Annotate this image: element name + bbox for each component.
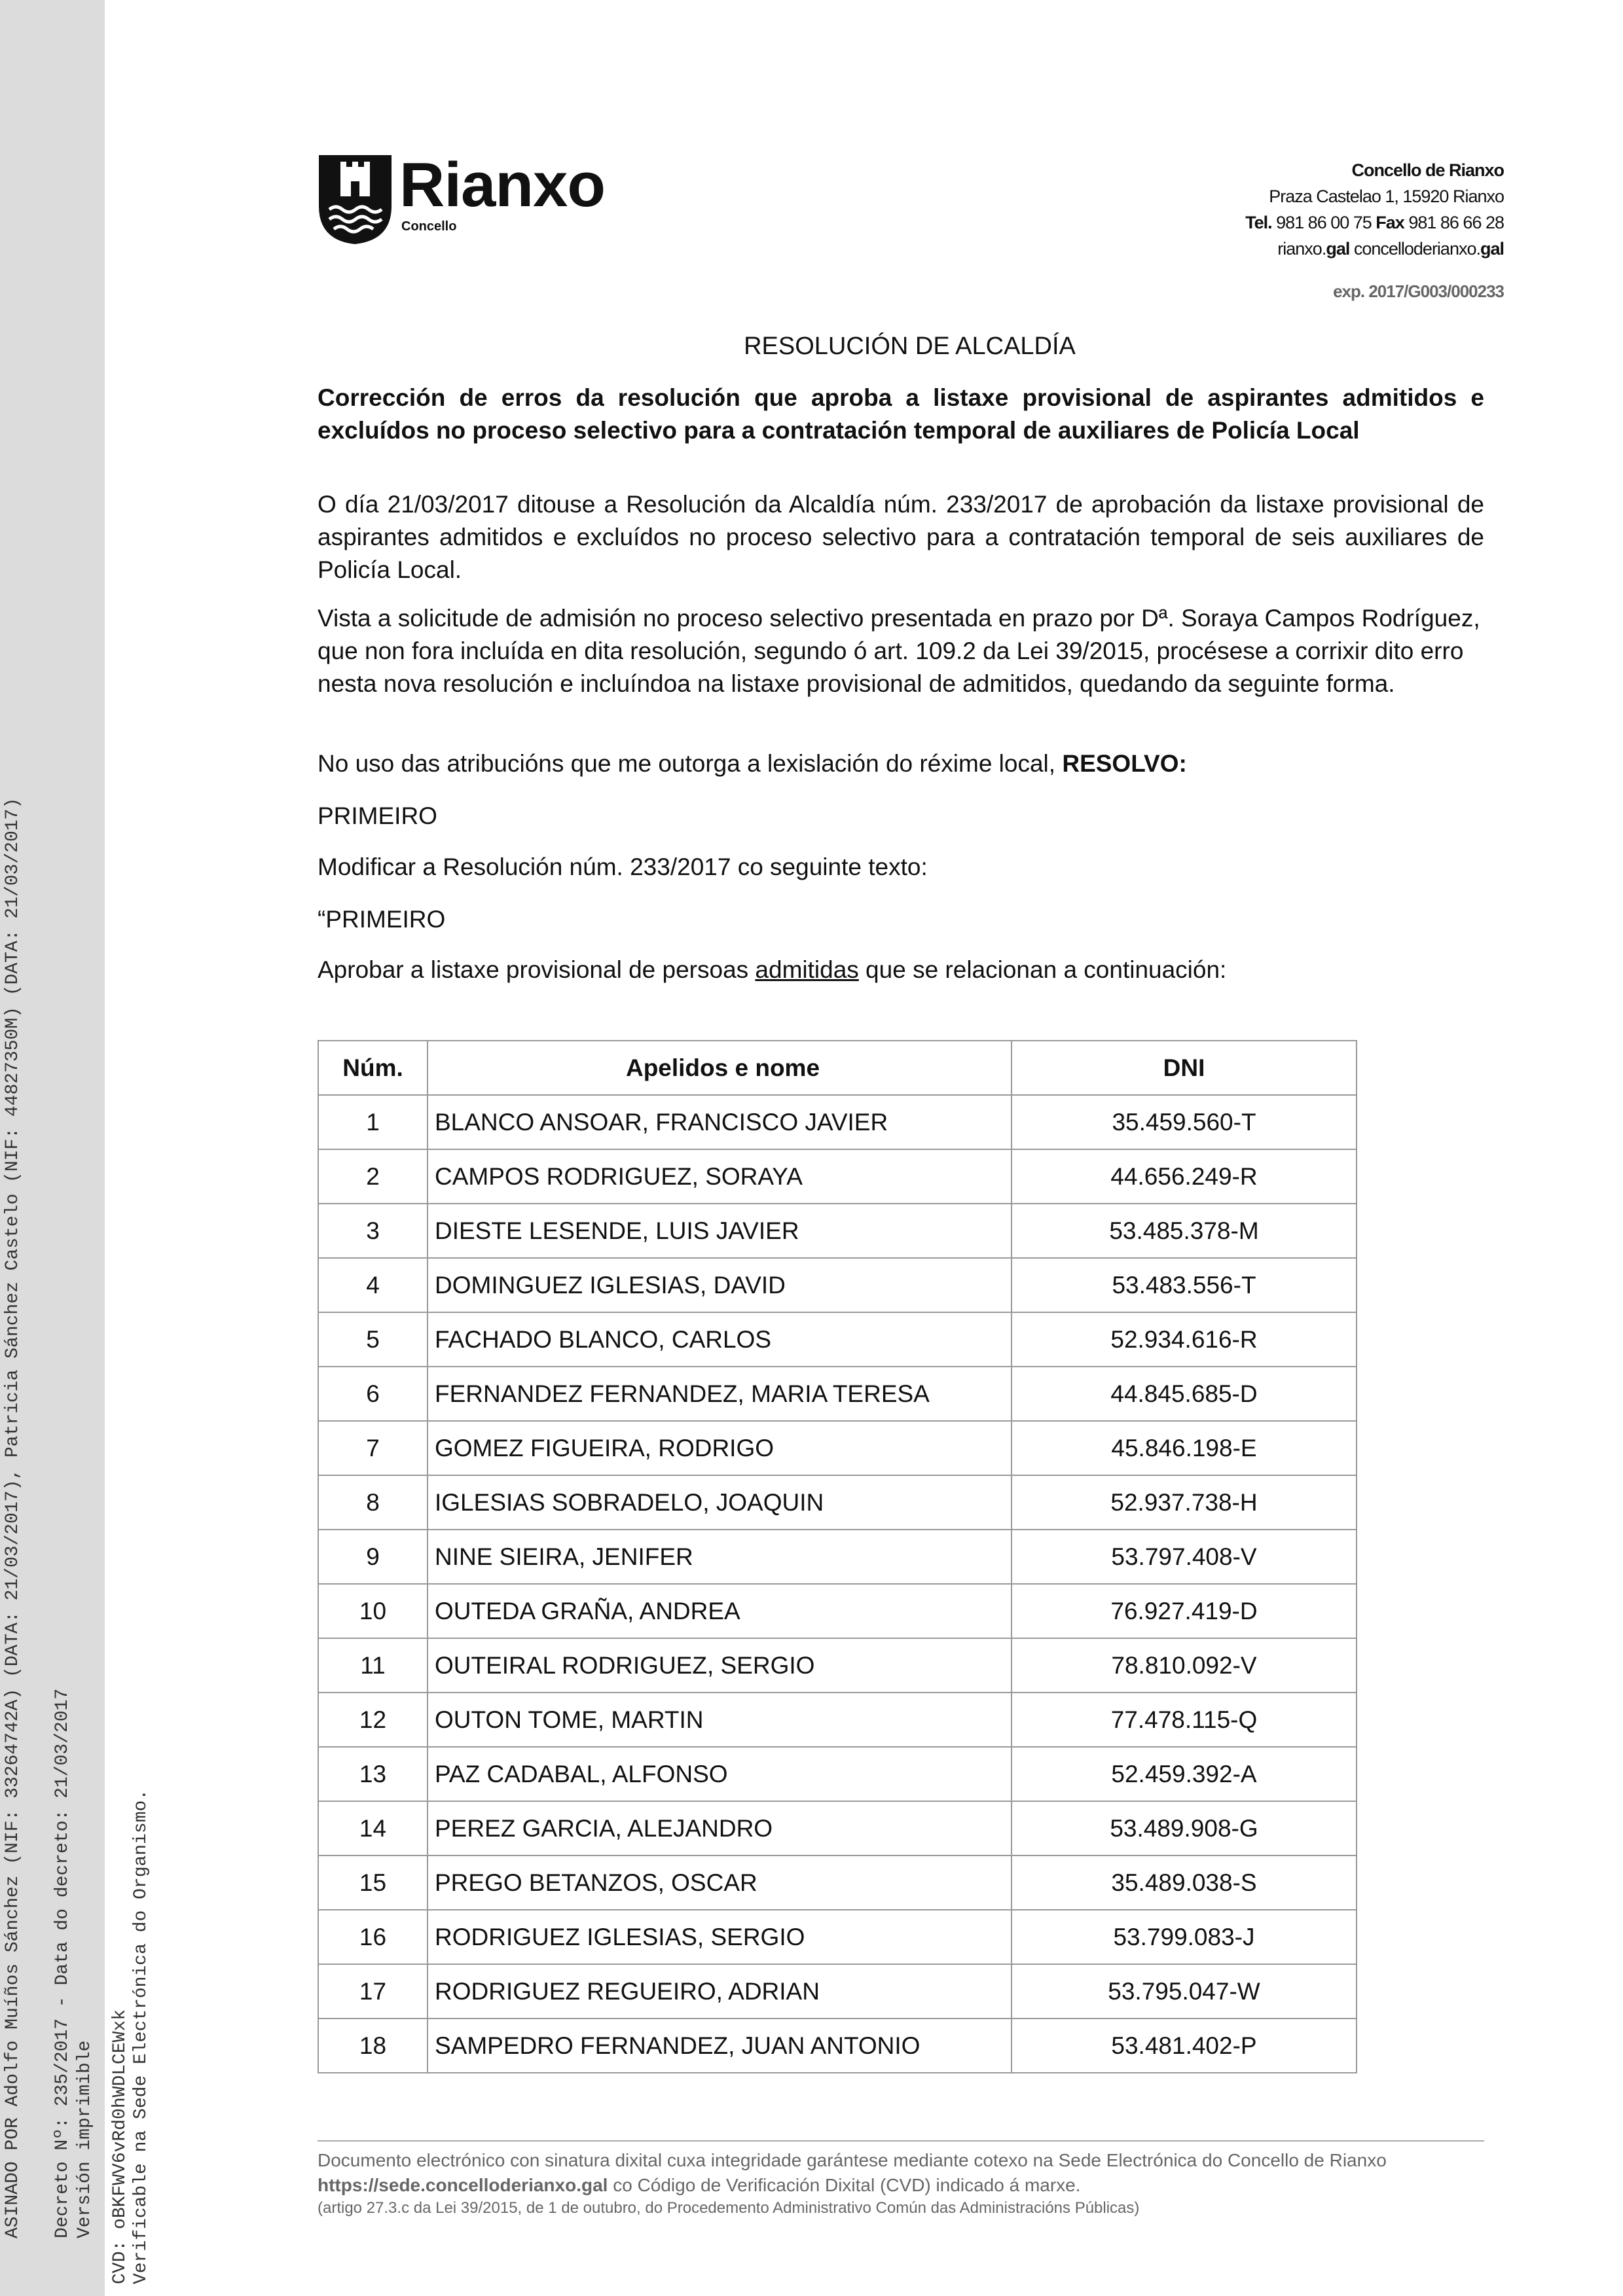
row-num: 8 <box>318 1475 428 1530</box>
row-num: 12 <box>318 1693 428 1747</box>
document-title: RESOLUCIÓN DE ALCALDÍA <box>744 332 1076 360</box>
row-num: 13 <box>318 1747 428 1801</box>
row-name: OUTON TOME, MARTIN <box>428 1693 1012 1747</box>
row-name: NINE SIEIRA, JENIFER <box>428 1530 1012 1584</box>
row-name: PEREZ GARCIA, ALEJANDRO <box>428 1801 1012 1856</box>
row-dni: 44.845.685-D <box>1012 1367 1357 1421</box>
row-dni: 76.927.419-D <box>1012 1584 1357 1638</box>
logo-name: Rianxo <box>399 150 606 220</box>
coat-of-arms-icon <box>318 154 393 245</box>
table-row <box>318 1421 1357 1475</box>
expedient-number: exp. 2017/G003/000233 <box>1333 281 1504 301</box>
row-dni: 52.459.392-A <box>1012 1747 1357 1801</box>
decree-line: Decreto Nº: 235/2017 - Data do decreto: 21/03/2017 <box>52 1688 73 2238</box>
row-name: PAZ CADABAL, ALFONSO <box>428 1747 1012 1801</box>
signature-line: ASINADO POR Adolfo Muíños Sánchez (NIF: 33264742A) (DATA: 21/03/2017), Patricia Sánchez Castelo (NIF: 44827350M) (DATA: 21/03/2017) <box>3 797 23 2238</box>
row-num: 10 <box>318 1584 428 1638</box>
row-dni: 53.799.083-J <box>1012 1910 1357 1964</box>
table-row <box>318 1367 1357 1421</box>
row-num: 15 <box>318 1856 428 1910</box>
version-line: Versión imprimible <box>75 2040 95 2238</box>
table-row <box>318 1312 1357 1367</box>
row-name: FERNANDEZ FERNANDEZ, MARIA TERESA <box>428 1367 1012 1421</box>
table-row <box>318 1856 1357 1910</box>
header-num: Núm. <box>318 1041 428 1095</box>
row-name: BLANCO ANSOAR, FRANCISCO JAVIER <box>428 1095 1012 1149</box>
row-name: FACHADO BLANCO, CARLOS <box>428 1312 1012 1367</box>
footer <box>318 2140 1484 2219</box>
admitted-table <box>318 1040 1357 2073</box>
phone-fax: Tel. 981 86 00 75 Fax 981 86 66 28 <box>1245 213 1504 232</box>
row-name: DIESTE LESENDE, LUIS JAVIER <box>428 1204 1012 1258</box>
table-row <box>318 1530 1357 1584</box>
row-num: 11 <box>318 1638 428 1693</box>
row-dni: 77.478.115-Q <box>1012 1693 1357 1747</box>
row-name: RODRIGUEZ IGLESIAS, SERGIO <box>428 1910 1012 1964</box>
row-name: CAMPOS RODRIGUEZ, SORAYA <box>428 1149 1012 1204</box>
table-row <box>318 1149 1357 1204</box>
paragraph-5: Modificar a Resolución núm. 233/2017 co seguinte texto: <box>318 853 928 880</box>
row-name: OUTEDA GRAÑA, ANDREA <box>428 1584 1012 1638</box>
row-num: 2 <box>318 1149 428 1204</box>
subject: Corrección de erros da resolución que aproba a listaxe provisional de aspirantes admitidos e excluídos no proceso selectivo para a contratación temporal de auxiliares de Policía Local <box>318 384 1484 444</box>
row-dni: 44.656.249-R <box>1012 1149 1357 1204</box>
paragraph-3: No uso das atribucións que me outorga a lexislación do réxime local, RESOLVO: <box>318 750 1187 777</box>
row-num: 4 <box>318 1258 428 1312</box>
rianxo-logo <box>318 150 632 245</box>
row-num: 6 <box>318 1367 428 1421</box>
row-dni: 53.485.378-M <box>1012 1204 1357 1258</box>
verification-line: Verificable na Sede Electrónica do Organismo. <box>131 1789 151 2284</box>
table-row <box>318 1638 1357 1693</box>
row-dni: 53.795.047-W <box>1012 1964 1357 2018</box>
table-row <box>318 1475 1357 1530</box>
table-row <box>318 1964 1357 2018</box>
paragraph-2: Vista a solicitude de admisión no proceso selectivo presentada en prazo por Dª. Soraya Campos Rodríguez, que non fora incluída en dita resolución, segundo ó art. 109.2 da Lei 39/2015, procésese a corrixir dito erro nesta nova resolución e incluíndoa na listaxe provisional de admitidos, quedando da seguinte forma. <box>318 605 1480 697</box>
row-dni: 53.489.908-G <box>1012 1801 1357 1856</box>
row-dni: 45.846.198-E <box>1012 1421 1357 1475</box>
footer-line-1: Documento electrónico con sinatura dixital cuxa integridade garántese mediante cotexo na Sede Electrónica do Concello de Rianxo <box>318 2150 1387 2170</box>
table-row <box>318 1693 1357 1747</box>
row-num: 3 <box>318 1204 428 1258</box>
contact-block <box>1245 157 1504 262</box>
row-name: SAMPEDRO FERNANDEZ, JUAN ANTONIO <box>428 2018 1012 2073</box>
header-name: Apelidos e nome <box>428 1041 1012 1095</box>
websites: rianxo.gal concelloderianxo.gal <box>1277 239 1504 259</box>
address: Praza Castelao 1, 15920 Rianxo <box>1269 187 1504 206</box>
org-name: Concello de Rianxo <box>1351 160 1504 180</box>
table-row <box>318 1095 1357 1149</box>
row-num: 16 <box>318 1910 428 1964</box>
row-dni: 52.934.616-R <box>1012 1312 1357 1367</box>
header-dni: DNI <box>1012 1041 1357 1095</box>
paragraph-1: O día 21/03/2017 ditouse a Resolución da Alcaldía núm. 233/2017 de aprobación da listaxe provisional de aspirantes admitidos e excluídos no proceso selectivo para a contratación temporal de seis auxiliares de Policía Local. <box>318 491 1484 583</box>
logo-subtitle: Concello <box>401 219 457 234</box>
primeiro-heading: PRIMEIRO <box>318 802 437 829</box>
table-row <box>318 2018 1357 2073</box>
row-num: 17 <box>318 1964 428 2018</box>
row-dni: 53.481.402-P <box>1012 2018 1357 2073</box>
row-num: 5 <box>318 1312 428 1367</box>
row-name: RODRIGUEZ REGUEIRO, ADRIAN <box>428 1964 1012 2018</box>
table-header-row <box>318 1041 1357 1095</box>
row-num: 7 <box>318 1421 428 1475</box>
row-num: 1 <box>318 1095 428 1149</box>
table-row <box>318 1747 1357 1801</box>
row-name: DOMINGUEZ IGLESIAS, DAVID <box>428 1258 1012 1312</box>
row-name: GOMEZ FIGUEIRA, RODRIGO <box>428 1421 1012 1475</box>
paragraph-7: Aprobar a listaxe provisional de persoas admitidas que se relacionan a continuación: <box>318 956 1227 983</box>
table-row <box>318 1910 1357 1964</box>
row-dni: 52.937.738-H <box>1012 1475 1357 1530</box>
table-row <box>318 1204 1357 1258</box>
row-dni: 53.483.556-T <box>1012 1258 1357 1312</box>
row-num: 9 <box>318 1530 428 1584</box>
quoted-primeiro: “PRIMEIRO <box>318 906 446 933</box>
sede-link[interactable]: https://sede.concelloderianxo.gal <box>318 2175 608 2195</box>
footer-line-3: (artigo 27.3.c da Lei 39/2015, de 1 de outubro, do Procedemento Administrativo Común das Administracións Públicas) <box>318 2199 1140 2217</box>
row-dni: 35.459.560-T <box>1012 1095 1357 1149</box>
row-dni: 78.810.092-V <box>1012 1638 1357 1693</box>
row-name: IGLESIAS SOBRADELO, JOAQUIN <box>428 1475 1012 1530</box>
row-num: 18 <box>318 2018 428 2073</box>
table-row <box>318 1258 1357 1312</box>
row-name: PREGO BETANZOS, OSCAR <box>428 1856 1012 1910</box>
row-dni: 35.489.038-S <box>1012 1856 1357 1910</box>
footer-line-2: https://sede.concelloderianxo.gal co Código de Verificación Dixital (CVD) indicado á marxe. <box>318 2175 1081 2195</box>
row-dni: 53.797.408-V <box>1012 1530 1357 1584</box>
row-name: OUTEIRAL RODRIGUEZ, SERGIO <box>428 1638 1012 1693</box>
table-row <box>318 1801 1357 1856</box>
table-row <box>318 1584 1357 1638</box>
cvd-line: CVD: oBKFWV6vRd0hWDLCEWxk <box>110 2009 130 2284</box>
row-num: 14 <box>318 1801 428 1856</box>
